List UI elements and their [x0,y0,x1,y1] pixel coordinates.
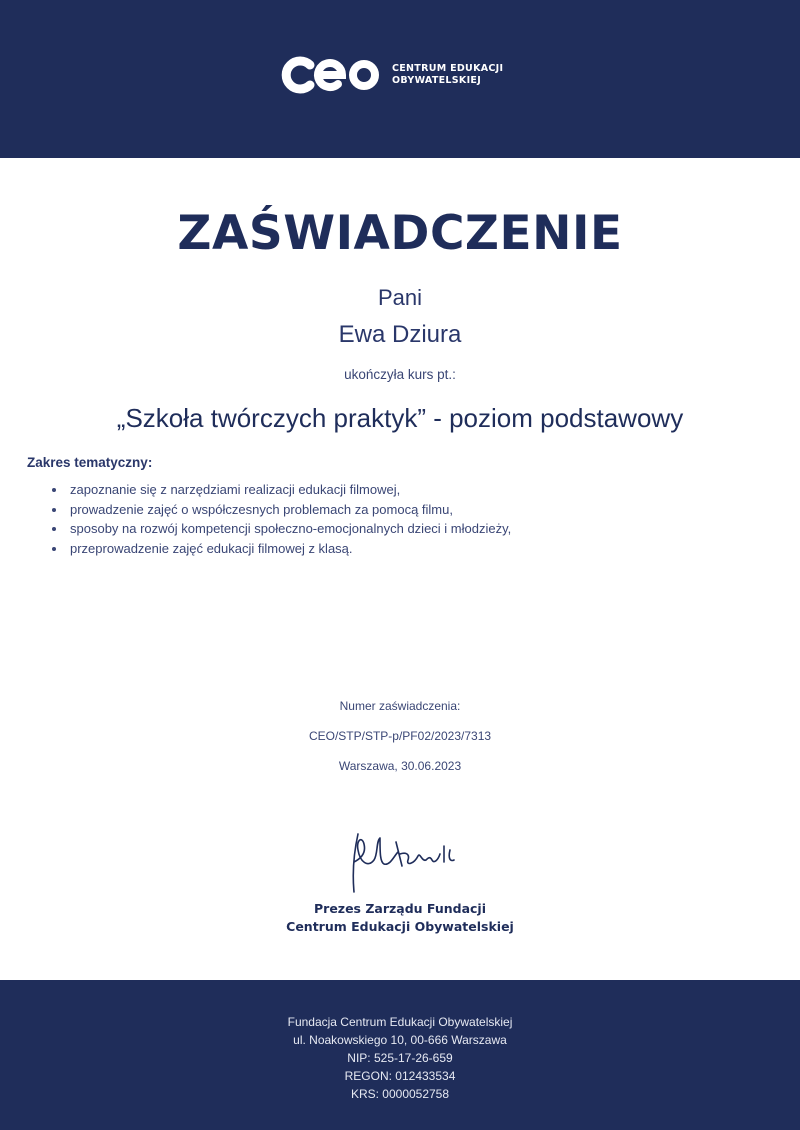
certificate-title: ZAŚWIADCZENIE [177,206,623,261]
scope-list [52,480,511,558]
signer-organization: Centrum Edukacji Obywatelskiej [286,919,514,934]
header-band [0,0,800,158]
course-title: „Szkoła twórczych praktyk” - poziom podstawowy [116,403,684,433]
ceo-logo-mark [280,55,380,95]
org-name-line1: CENTRUM EDUKACJI [392,63,504,74]
completed-text: ukończyła kurs pt.: [344,367,456,382]
scope-item: zapoznanie się z narzędziami realizacji edukacji filmowej, [52,480,511,500]
certificate-number: CEO/STP/STP-p/PF02/2023/7313 [308,729,492,743]
footer-line: NIP: 525-17-26-659 [347,1051,453,1065]
scope-item: prowadzenie zajęć o współczesnych problemach za pomocą filmu, [52,500,511,520]
footer-line: ul. Noakowskiego 10, 00-666 Warszawa [293,1033,507,1047]
ceo-logo-text [392,63,503,87]
scope-heading: Zakres tematyczny: [27,455,153,470]
footer-line: Fundacja Centrum Edukacji Obywatelskiej [287,1015,513,1029]
scope-item: przeprowadzenie zajęć edukacji filmowej z klasą. [52,539,511,559]
org-name-line2: OBYWATELSKIEJ [392,75,482,86]
ceo-logo [280,55,503,95]
footer-contact [0,1013,800,1103]
certificate-number-label: Numer zaświadczenia: [339,699,461,713]
footer-line: KRS: 0000052758 [350,1087,450,1101]
place-date: Warszawa, 30.06.2023 [338,759,462,773]
signer-role: Prezes Zarządu Fundacji [314,901,486,916]
handwritten-signature [340,822,460,902]
footer-line: REGON: 012433534 [344,1069,456,1083]
scope-item: sposoby na rozwój kompetencji społeczno-emocjonalnych dzieci i młodzieży, [52,519,511,539]
recipient-name: Ewa Dziura [338,321,462,348]
salutation: Pani [377,285,423,310]
